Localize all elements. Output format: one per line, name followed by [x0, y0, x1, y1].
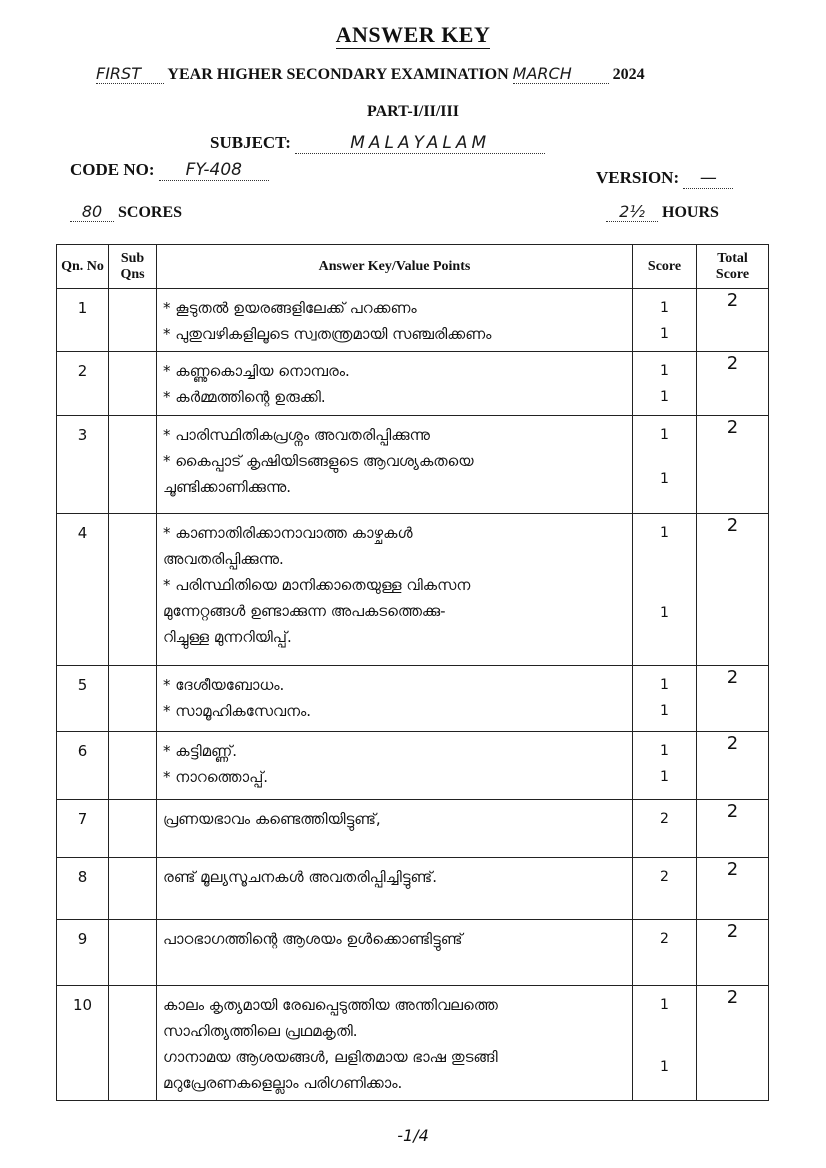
value-point: * പുതുവഴികളിലൂടെ സ്വതന്ത്രമായി സഞ്ചരിക്കണം	[163, 325, 492, 343]
total-score: 2	[697, 732, 769, 800]
table-row	[57, 858, 769, 920]
sub-question	[109, 800, 157, 858]
score-value: 2	[660, 811, 669, 827]
table-row	[57, 352, 769, 416]
code-handwritten: FY-408	[159, 160, 269, 181]
sub-question	[109, 514, 157, 666]
score-value: 1	[660, 769, 669, 785]
version-handwritten: —	[683, 168, 733, 189]
total-score: 2	[697, 986, 769, 1101]
answer-points	[157, 352, 633, 416]
year-handwritten: FIRST	[96, 64, 164, 84]
value-point: * പരിസ്ഥിതിയെ മാനിക്കാതെയുള്ള വികസന	[163, 576, 471, 594]
code-line	[70, 160, 269, 181]
scores-line	[70, 202, 182, 222]
total-score: 2	[697, 352, 769, 416]
exam-year: 2024	[612, 66, 645, 83]
part-line: PART-I/II/III	[367, 103, 459, 120]
score-cell	[633, 800, 697, 858]
score-value: 1	[660, 525, 669, 541]
total-score: 2	[697, 289, 769, 352]
header-total: Total Score	[697, 245, 769, 289]
total-score: 2	[697, 920, 769, 986]
score-value: 1	[660, 997, 669, 1013]
score-value: 1	[660, 363, 669, 379]
value-point: * കൈപ്പാട് കൃഷിയിടങ്ങളുടെ ആവശ്യകതയെ	[163, 452, 474, 470]
table-row	[57, 289, 769, 352]
sub-question	[109, 666, 157, 732]
value-point: * കർമ്മത്തിന്റെ ഉരുക്കി.	[163, 388, 326, 406]
total-score: 2	[697, 800, 769, 858]
value-point: * ദേശീയബോധം.	[163, 676, 285, 694]
version-label: VERSION:	[596, 168, 680, 187]
scores-handwritten: 80	[70, 202, 114, 222]
question-number: 6	[57, 732, 109, 800]
code-label: CODE NO:	[70, 160, 155, 179]
value-point: * നാറത്തൊപ്പ്.	[163, 768, 269, 786]
total-score: 2	[697, 858, 769, 920]
value-point: സാഹിത്യത്തിലെ പ്രഥമകൃതി.	[163, 1022, 358, 1040]
sub-question	[109, 289, 157, 352]
question-number: 7	[57, 800, 109, 858]
score-cell	[633, 352, 697, 416]
value-point: * കട്ടിമണ്ണ്.	[163, 742, 238, 760]
value-point: * കൂടുതൽ ഉയരങ്ങളിലേക്ക് പറക്കണം	[163, 299, 417, 317]
question-number: 10	[57, 986, 109, 1101]
table-row	[57, 416, 769, 514]
value-point: കാലം കൃത്യമായി രേഖപ്പെടുത്തിയ അന്തിവലത്തെ	[163, 996, 498, 1014]
score-cell	[633, 732, 697, 800]
score-value: 2	[660, 869, 669, 885]
question-number: 2	[57, 352, 109, 416]
table-row	[57, 732, 769, 800]
answer-points	[157, 289, 633, 352]
score-value: 1	[660, 300, 669, 316]
table-row	[57, 666, 769, 732]
score-cell	[633, 666, 697, 732]
answer-points	[157, 858, 633, 920]
subject-label: SUBJECT:	[210, 133, 291, 152]
table-row	[57, 514, 769, 666]
table-row	[57, 986, 769, 1101]
score-value: 1	[660, 326, 669, 342]
subject-handwritten: MALAYALAM	[295, 133, 545, 154]
value-point: മറുപ്രേരണകളെല്ലാം പരിഗണിക്കാം.	[163, 1074, 403, 1092]
score-cell	[633, 514, 697, 666]
page-number: -1/4	[397, 1126, 429, 1145]
score-value: 1	[660, 677, 669, 693]
sub-question	[109, 858, 157, 920]
sub-question	[109, 920, 157, 986]
score-cell	[633, 986, 697, 1101]
answer-points	[157, 732, 633, 800]
version-line	[596, 168, 733, 189]
hours-line	[606, 202, 719, 222]
value-point: പാഠഭാഗത്തിന്റെ ആശയം ഉൾക്കൊണ്ടിട്ടുണ്ട്	[163, 930, 463, 948]
header-sub: Sub Qns	[109, 245, 157, 289]
score-value: 2	[660, 931, 669, 947]
score-value: 1	[660, 427, 669, 443]
value-point: ചൂണ്ടിക്കാണിക്കുന്നു.	[163, 478, 292, 496]
question-number: 9	[57, 920, 109, 986]
score-value: 1	[660, 743, 669, 759]
question-number: 5	[57, 666, 109, 732]
hours-label: HOURS	[662, 204, 719, 221]
question-number: 4	[57, 514, 109, 666]
exam-text: YEAR HIGHER SECONDARY EXAMINATION	[167, 66, 509, 83]
answer-points	[157, 514, 633, 666]
total-score: 2	[697, 514, 769, 666]
score-cell	[633, 416, 697, 514]
sub-question	[109, 352, 157, 416]
score-value: 1	[660, 605, 669, 621]
answer-points	[157, 800, 633, 858]
answer-key-table	[56, 244, 769, 1101]
value-point: പ്രണയഭാവം കണ്ടെത്തിയിട്ടുണ്ട്,	[163, 810, 381, 828]
value-point: ഗാനാമയ ആശയങ്ങൾ, ലളിതമായ ഭാഷ തുടങ്ങി	[163, 1048, 498, 1066]
total-score: 2	[697, 416, 769, 514]
document-title: ANSWER KEY	[335, 22, 491, 47]
total-score: 2	[697, 666, 769, 732]
score-value: 1	[660, 703, 669, 719]
exam-line	[96, 64, 645, 84]
score-cell	[633, 289, 697, 352]
answer-points	[157, 666, 633, 732]
value-point: * കാണാതിരിക്കാനാവാത്ത കാഴ്ചകൾ	[163, 524, 413, 542]
score-value: 1	[660, 471, 669, 487]
value-point: അവതരിപ്പിക്കുന്നു.	[163, 550, 284, 568]
header-qn: Qn. No	[57, 245, 109, 289]
month-handwritten: MARCH	[513, 64, 609, 84]
sub-question	[109, 416, 157, 514]
table-row	[57, 800, 769, 858]
score-value: 1	[660, 389, 669, 405]
score-cell	[633, 858, 697, 920]
score-cell	[633, 920, 697, 986]
sub-question	[109, 732, 157, 800]
hours-handwritten: 2½	[606, 202, 658, 222]
header-answer: Answer Key/Value Points	[157, 245, 633, 289]
header-score: Score	[633, 245, 697, 289]
value-point: മുന്നേറ്റങ്ങൾ ഉണ്ടാക്കുന്ന അപകടത്തെക്കു-	[163, 602, 446, 620]
table-row	[57, 920, 769, 986]
score-value: 1	[660, 1059, 669, 1075]
question-number: 3	[57, 416, 109, 514]
value-point: * കണ്ണുകൊച്ചിയ നൊമ്പരം.	[163, 362, 350, 380]
value-point: * പാരിസ്ഥിതികപ്രശ്നം അവതരിപ്പിക്കുന്നു	[163, 426, 430, 444]
scores-label: SCORES	[118, 204, 183, 221]
question-number: 1	[57, 289, 109, 352]
subject-line	[210, 133, 545, 154]
answer-points	[157, 986, 633, 1101]
value-point: * സാമൂഹികസേവനം.	[163, 702, 312, 720]
answer-points	[157, 416, 633, 514]
table-header-row	[57, 245, 769, 289]
question-number: 8	[57, 858, 109, 920]
sub-question	[109, 986, 157, 1101]
value-point: റിച്ചുള്ള മുന്നറിയിപ്പ്.	[163, 628, 292, 646]
answer-points	[157, 920, 633, 986]
value-point: രണ്ട് മൂല്യസൂചനകൾ അവതരിപ്പിച്ചിട്ടുണ്ട്.	[163, 868, 437, 886]
